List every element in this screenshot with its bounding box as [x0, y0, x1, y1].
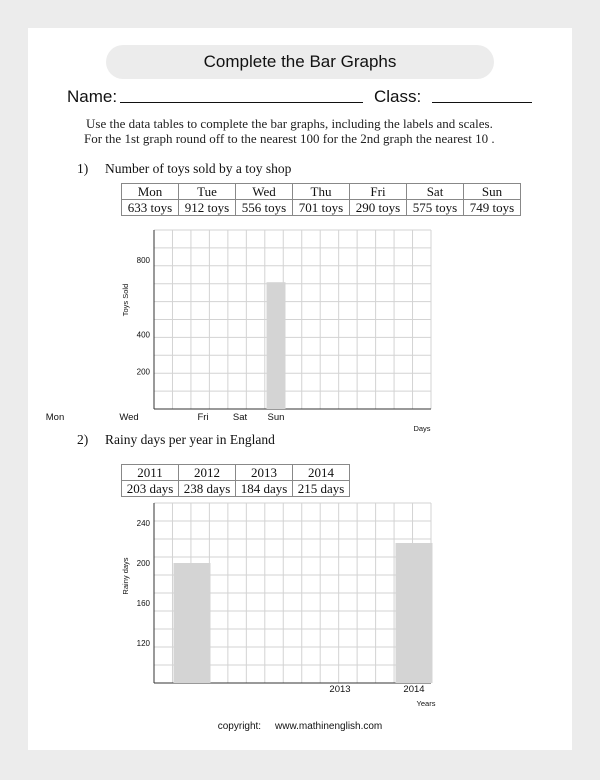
table-header: Sat [407, 184, 464, 200]
question-number: 1) [77, 161, 89, 176]
x-tick-label: 2014 [403, 684, 425, 695]
table-cell: 749 toys [464, 200, 521, 216]
x-tick-label: Sat [232, 412, 248, 423]
table-header: 2012 [179, 465, 236, 481]
name-label: Name: [67, 87, 118, 106]
x-axis-label: Years [416, 699, 436, 708]
bar-chart-rainy-days [121, 503, 436, 708]
question-text: Number of toys sold by a toy shop [105, 161, 292, 176]
table-header: Thu [293, 184, 350, 200]
table-cell: 184 days [236, 481, 293, 497]
question-text: Rainy days per year in England [105, 432, 275, 447]
x-axis-label: Days [413, 424, 431, 433]
y-tick-label: 200 [136, 559, 150, 568]
copyright-label: copyright: [217, 721, 262, 732]
table-cell: 633 toys [122, 200, 179, 216]
y-tick-label: 800 [136, 255, 150, 265]
table-header: Tue [179, 184, 236, 200]
table-cell: 203 days [122, 481, 179, 497]
copyright-line [28, 721, 572, 732]
table-cell: 701 toys [293, 200, 350, 216]
page-title: Complete the Bar Graphs [106, 45, 494, 79]
y-tick-label: 400 [136, 330, 150, 340]
table-header: 2013 [236, 465, 293, 481]
table-cell: 912 toys [179, 200, 236, 216]
x-tick-label: Sun [267, 412, 285, 423]
table-header: 2011 [122, 465, 179, 481]
worksheet [28, 28, 572, 750]
y-axis-label: Toys Sold [121, 283, 130, 317]
bar [267, 282, 286, 409]
table-cell: 238 days [179, 481, 236, 497]
copyright-site: www.mathinenglish.com [275, 721, 383, 732]
y-tick-label: 200 [136, 367, 150, 377]
table-header: Sun [464, 184, 521, 200]
question-number: 2) [77, 432, 89, 447]
x-tick-label: Mon [45, 412, 65, 423]
y-tick-label: 120 [136, 639, 150, 648]
y-axis-label: Rainy days [121, 557, 130, 595]
x-tick-label: Fri [197, 412, 209, 423]
table-header: Wed [236, 184, 293, 200]
bar [396, 543, 433, 683]
table-cell: 215 days [293, 481, 350, 497]
chart-grid [154, 230, 431, 409]
table-header: Fri [350, 184, 407, 200]
table-cell: 290 toys [350, 200, 407, 216]
instruction-line: Use the data tables to complete the bar graphs, including the labels and scales. [86, 116, 493, 131]
bar [174, 563, 211, 683]
table-cell: 556 toys [236, 200, 293, 216]
y-tick-label: 240 [136, 519, 150, 528]
x-tick-label: 2013 [329, 684, 351, 695]
table-header: 2014 [293, 465, 350, 481]
instruction-line: For the 1st graph round off to the nearest 100 for the 2nd graph the nearest 10 . [84, 131, 495, 146]
bar-charts [28, 28, 572, 750]
table-cell: 575 toys [407, 200, 464, 216]
bar-chart-toys [46, 230, 431, 433]
class-label: Class: [374, 87, 422, 106]
y-tick-label: 160 [136, 599, 150, 608]
table-header: Mon [122, 184, 179, 200]
x-tick-label: Wed [119, 412, 139, 423]
